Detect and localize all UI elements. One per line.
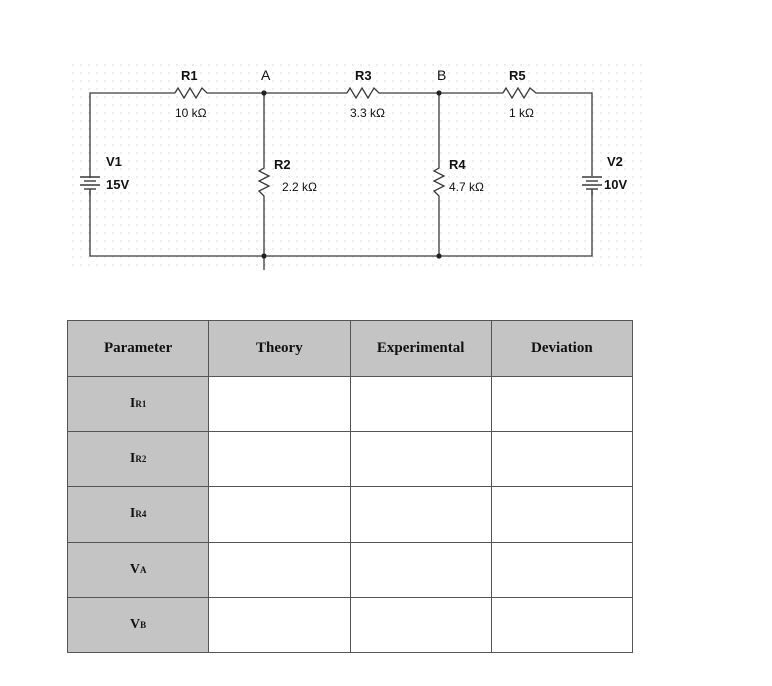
v1-value: 15V [106,177,130,192]
table-row [68,487,633,542]
table-row [68,377,633,432]
results-table [67,320,633,653]
r3-value: 3.3 kΩ [350,106,385,120]
param-va: VA [68,542,209,597]
r4-label: R4 [449,157,466,172]
deviation-cell[interactable] [491,542,632,597]
param-ir2: IR2 [68,432,209,487]
node-b-label: B [437,67,447,83]
deviation-cell[interactable] [491,597,632,652]
theory-cell[interactable] [209,597,350,652]
experimental-cell[interactable] [350,487,491,542]
experimental-cell[interactable] [350,432,491,487]
node-a-label: A [261,67,271,83]
r3-label: R3 [355,68,372,83]
table-row [68,542,633,597]
junction-bottom-right [436,253,441,258]
r1-value: 10 kΩ [175,106,207,120]
experimental-cell[interactable] [350,377,491,432]
r5-value: 1 kΩ [509,106,534,120]
v1-label: V1 [106,154,122,169]
table-row [68,432,633,487]
r2-label: R2 [274,157,291,172]
junction-a [261,90,266,95]
theory-cell[interactable] [209,377,350,432]
junction-b [436,90,441,95]
header-deviation: Deviation [491,321,632,377]
theory-cell[interactable] [209,432,350,487]
schematic-grid [68,58,646,272]
header-parameter: Parameter [68,321,209,377]
v2-label: V2 [607,154,623,169]
r4-value: 4.7 kΩ [449,180,484,194]
table-row [68,597,633,652]
deviation-cell[interactable] [491,432,632,487]
param-ir4: IR4 [68,487,209,542]
param-ir1: IR1 [68,377,209,432]
deviation-cell[interactable] [491,487,632,542]
theory-cell[interactable] [209,542,350,597]
header-theory: Theory [209,321,350,377]
experimental-cell[interactable] [350,542,491,597]
header-experimental: Experimental [350,321,491,377]
r2-value: 2.2 kΩ [282,180,317,194]
table-header-row [68,321,633,377]
deviation-cell[interactable] [491,377,632,432]
param-vb: VB [68,597,209,652]
r5-label: R5 [509,68,526,83]
circuit-diagram [0,0,772,310]
theory-cell[interactable] [209,487,350,542]
junction-bottom-left [261,253,266,258]
experimental-cell[interactable] [350,597,491,652]
v2-value: 10V [604,177,628,192]
r1-label: R1 [181,68,198,83]
